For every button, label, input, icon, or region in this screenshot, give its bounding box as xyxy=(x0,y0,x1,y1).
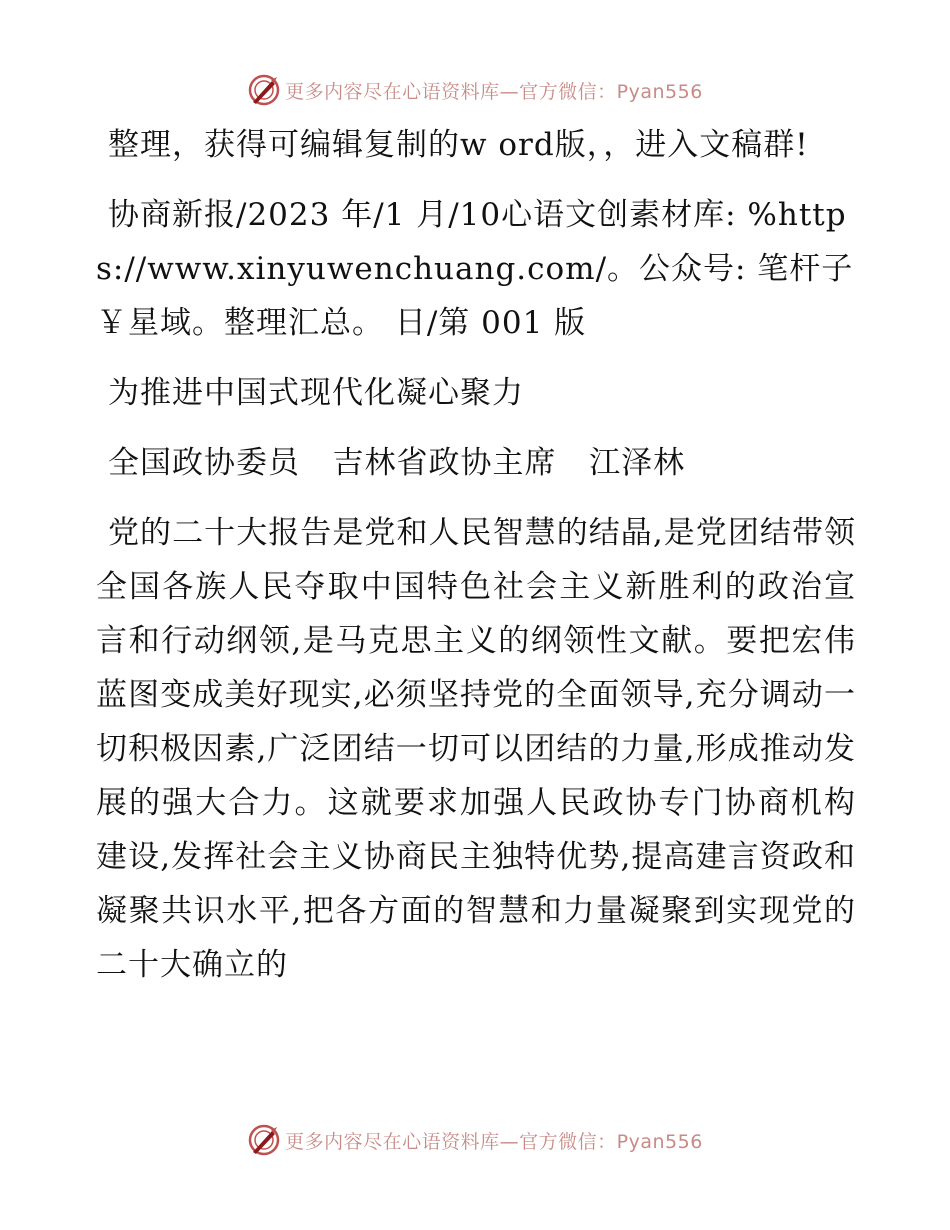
quill-logo-icon xyxy=(247,1123,281,1157)
watermark-text: 更多内容尽在心语资料库—官方微信：Pyan556 xyxy=(285,1130,703,1153)
intro-paragraph: 整理，获得可编辑复制的w ord版，，进入文稿群! xyxy=(108,127,809,163)
source-line: 协商新报/2023 年/1 月/10心语文创素材库: %https://www.xinyuwenchuang.com/。公众号: 笔杆子￥星域。整理汇总。 日/第 001 版 xyxy=(96,197,854,341)
document-body xyxy=(96,118,856,1008)
watermark-text: 更多内容尽在心语资料库—官方微信：Pyan556 xyxy=(285,80,703,103)
author-line: 全国政协委员 吉林省政协主席 江泽林 xyxy=(108,445,686,481)
quill-logo-icon xyxy=(247,73,281,107)
footer-watermark-banner xyxy=(0,1118,950,1162)
body-paragraph: 党的二十大报告是党和人民智慧的结晶,是党团结带领全国各族人民夺取中国特色社会主义新胜利的政治宣言和行动纲领,是马克思主义的纲领性文献。要把宏伟蓝图变成美好现实,必须坚持党的全面领导,充分调动一切积极因素,广泛团结一切可以团结的力量,形成推动发展的强大合力。这就要求加强人民政协专门协商机构建设,发挥社会主义协商民主独特优势,提高建言资政和凝聚共识水平,把各方面的智慧和力量凝聚到实现党的二十大确立的 xyxy=(96,515,856,983)
article-title: 为推进中国式现代化凝心聚力 xyxy=(108,375,524,411)
header-watermark-banner xyxy=(0,68,950,112)
